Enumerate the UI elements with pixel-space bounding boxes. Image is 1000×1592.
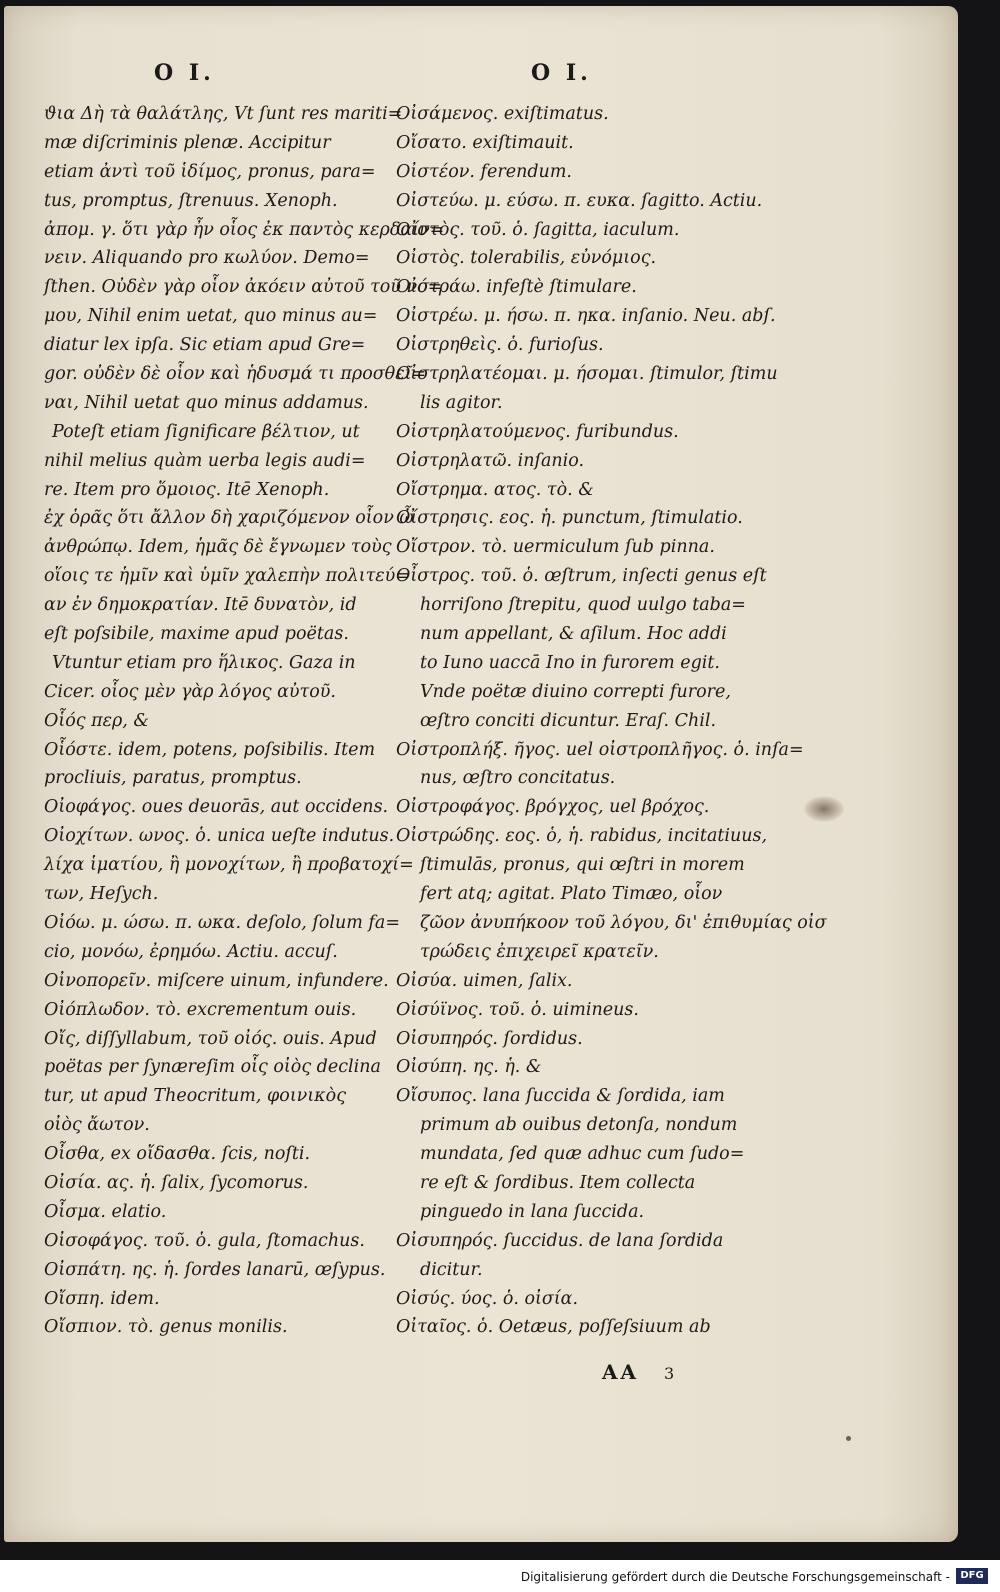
text-line: Οἰσύϊνος. τοῦ. ὁ. uimineus. — [396, 999, 639, 1020]
text-line: Cicer. οἷος μὲν γὰρ λόγος αὐτοῦ. — [44, 681, 336, 702]
text-line: ἀπομ. γ. ὅτι γὰρ ἦν οἷος ἐκ παντὸς κερδαίν= — [44, 219, 445, 240]
text-line: cio, μονόω, ἐρημόω. Actiu. accuſ. — [44, 941, 338, 962]
text-line: Οἰσυπηρός. ſordidus. — [396, 1028, 583, 1049]
text-line: Οἰστρώδης. εος. ὁ, ἡ. rabidus, incitatiuus, — [396, 826, 768, 847]
text-line: Οἰοφάγος. oues deuorās, aut occidens. — [44, 797, 389, 818]
text-line: Οἰστρηλατούμενος. furibundus. — [396, 421, 679, 442]
text-line: Οἰνοπορεῖν. miſcere uinum, infundere. — [44, 970, 389, 991]
text-line: νειν. Aliquando pro κωλύον. Demo= — [44, 248, 370, 269]
text-line: horriſono ſtrepitu, quod uulgo taba= — [420, 595, 746, 616]
text-line: ἀνθρώπῳ. Idem, ἡμᾶς δὲ ἔγνωμεν τοὺς — [44, 537, 392, 558]
text-line: Οἴς, diſſyllabum, τοῦ οἰός. ouis. Apud — [44, 1028, 377, 1049]
text-line: Οἰστὸς. tolerabilis, εὐνόμιος. — [396, 248, 657, 269]
text-line: Poteſt etiam ſignificare βέλτιον, ut — [52, 421, 360, 442]
text-line: gor. οὐδὲν δὲ οἷον καὶ ἡδυσμά τι προσθεῖ= — [44, 364, 427, 385]
text-line: Οἴσυπος. lana ſuccida & ſordida, iam — [396, 1086, 725, 1107]
text-line: Οἰσύπη. ης. ἡ. & — [396, 1057, 542, 1078]
text-line: etiam ἀντὶ τοῦ ἱδίμος, pronus, para= — [44, 161, 376, 182]
text-line: Οἰστράω. infeſtè ſtimulare. — [396, 277, 637, 298]
text-line: œſtro conciti dicuntur. Eraſ. Chil. — [420, 710, 717, 731]
text-line: μου, Nihil enim uetat, quo minus au= — [44, 306, 378, 327]
signature-mark: AA — [602, 1360, 640, 1384]
text-line: Οἴστρησις. εος. ἡ. punctum, ſtimulatio. — [396, 508, 743, 529]
text-line: Οἴσατο. exiſtimauit. — [396, 132, 574, 153]
text-line: nus, œſtro concitatus. — [420, 768, 616, 789]
text-line: ſtimulās, pronus, qui œſtri in morem — [420, 855, 745, 876]
page-number: 3 — [664, 1364, 675, 1383]
text-line: Vnde poëtæ diuino correpti furore, — [420, 681, 731, 702]
text-line: pinguedo in lana ſuccida. — [420, 1201, 645, 1222]
text-line: Οἷός περ, & — [44, 710, 149, 731]
text-line: Οἰοχίτων. ωνος. ὁ. unica ueſte indutus. — [44, 826, 395, 847]
ink-stain — [804, 796, 844, 822]
text-line: diatur lex ipſa. Sic etiam apud Gre= — [44, 335, 366, 356]
right-column-lines — [396, 100, 827, 1342]
text-line: Οἰόπλωδον. τὸ. excrementum ouis. — [44, 999, 357, 1020]
text-line: Vtuntur etiam pro ἥλικος. Gaza in — [52, 652, 356, 673]
right-column-header: O I. — [531, 60, 592, 86]
text-line: to Iuno uaccā Ino in furorem egit. — [420, 652, 720, 673]
text-line: Οἰταῖος. ὁ. Oetæus, poſſeſsiuum ab — [396, 1317, 711, 1338]
text-line: Οἰσπάτη. ης. ἡ. ſordes lanarū, œſypus. — [44, 1259, 386, 1280]
text-line: Οἴστρον. τὸ. uermiculum ſub pinna. — [396, 537, 715, 558]
text-line: mæ diſcriminis plenæ. Accipitur — [44, 132, 331, 153]
text-line: Οἰστροφάγος. βρόγχος, uel βρόχος. — [396, 797, 710, 818]
text-line: eſt poſsibile, maxime apud poëtas. — [44, 624, 349, 645]
text-line: lis agitor. — [420, 392, 503, 413]
text-line: Οἰστέον. ferendum. — [396, 161, 572, 182]
text-line: Οἰστρηθεὶς. ὁ. furioſus. — [396, 335, 604, 356]
text-line: Οἴσπη. idem. — [44, 1288, 160, 1309]
text-line: Οἰστρέω. μ. ήσω. π. ηκα. inſanio. Neu. abſ. — [396, 306, 776, 327]
text-line: Οἰστρηλατέομαι. μ. ήσομαι. ſtimulor, ſtimu — [396, 364, 778, 385]
dfg-logo: DFG — [956, 1568, 988, 1584]
text-line: re. Item pro ὅμοιος. Itē Xenoph. — [44, 479, 330, 500]
text-line: Οἰστὸς. τοῦ. ὁ. ſagitta, iaculum. — [396, 219, 680, 240]
text-line: τρώδεις ἐπιχειρεῖ κρατεῖν. — [420, 941, 659, 962]
text-line: re eſt & ſordibus. Item collecta — [420, 1172, 696, 1193]
text-line: λίχα ἱματίου, ἢ μονοχίτων, ἢ προβατοχί= — [44, 855, 414, 876]
text-line: ἐχ ὁρᾶς ὅτι ἄλλον δὴ χαριζόμενον οἷον ὦ — [44, 508, 414, 529]
text-line: Οἶσθα, ex οἴδασθα. ſcis, noſti. — [44, 1144, 311, 1165]
text-line: num appellant, & aſilum. Hoc addi — [420, 624, 727, 645]
text-line: Οἴστρημα. ατος. τὸ. & — [396, 479, 594, 500]
text-line: των, Heſych. — [44, 884, 159, 905]
text-line: primum ab ouibus detonſa, nondum — [420, 1115, 738, 1136]
text-line: ſthen. Οὐδὲν γὰρ οἷον ἀκόειν αὐτοῦ τοῦ νό= — [44, 277, 443, 298]
left-column-header: O I. — [154, 60, 215, 86]
text-line: αν ἐν δημοκρατίαν. Itē δυνατὸν, id — [44, 595, 357, 616]
text-line: poëtas per ſynæreſim οἷς οἰὸς declina — [44, 1057, 381, 1078]
text-line: Οἰόω. μ. ώσω. π. ωκα. deſolo, ſolum fa= — [44, 912, 401, 933]
text-line: tus, promptus, ſtrenuus. Xenoph. — [44, 190, 338, 211]
text-line: ϑια Δὴ τὰ θαλάτλης, Vt ſunt res mariti= — [44, 104, 403, 124]
book-page — [4, 6, 958, 1542]
left-column-lines — [44, 100, 445, 1342]
paper-fleck — [846, 1436, 851, 1441]
text-line: Οἶστρος. τοῦ. ὁ. œſtrum, inſecti genus eſt — [396, 566, 767, 587]
text-line: οἰὸς ἄωτον. — [44, 1115, 150, 1136]
text-line: Οἰσύα. uimen, ſalix. — [396, 970, 573, 991]
text-line: Οἰσάμενος. exiſtimatus. — [396, 104, 609, 124]
text-line: ζῶον ἀνυπήκοον τοῦ λόγου, δι' ἐπιθυμίας οἰσ — [420, 912, 827, 933]
text-line: tur, ut apud Theocritum, φοινικὸς — [44, 1086, 346, 1107]
footer-credit: Digitalisierung gefördert durch die Deutsche Forschungsgemeinschaft - — [520, 1570, 950, 1584]
text-line: nihil melius quàm uerba legis audi= — [44, 450, 366, 471]
text-line: οἵοις τε ἡμῖν καὶ ὑμῖν χαλεπὴν πολιτεύ= — [44, 566, 410, 587]
text-line: fert atq; agitat. Plato Timæo, οἷον — [420, 884, 723, 905]
text-line: Οἰστεύω. μ. εύσω. π. ευκα. ſagitto. Actiu. — [396, 190, 763, 211]
text-line: Οἴσπιον. τὸ. genus monilis. — [44, 1317, 288, 1338]
text-line: Οἷόστε. idem, potens, poſsibilis. Item — [44, 739, 376, 760]
text-line: Οἰσοφάγος. τοῦ. ὁ. gula, ſtomachus. — [44, 1230, 365, 1251]
text-line: Οἶσμα. elatio. — [44, 1201, 167, 1222]
text-line: procliuis, paratus, promptus. — [44, 768, 302, 789]
footer-bar — [0, 1560, 1000, 1592]
text-line: mundata, ſed quæ adhuc cum ſudo= — [420, 1144, 745, 1165]
text-line: dicitur. — [420, 1259, 483, 1280]
text-line: Οἰσύς. ύος. ὁ. οἰσία. — [396, 1288, 579, 1309]
text-line: Οἰστρηλατῶ. inſanio. — [396, 450, 585, 471]
text-line: Οἰστροπλήξ. ῆγος. uel οἰστροπλῆγος. ὁ. inſa= — [396, 739, 804, 760]
text-line: Οἰσία. ας. ἡ. ſalix, ſycomorus. — [44, 1172, 309, 1193]
text-line: ναι, Nihil uetat quo minus addamus. — [44, 392, 369, 413]
text-line: Οἰσυπηρός. ſuccidus. de lana ſordida — [396, 1230, 724, 1251]
